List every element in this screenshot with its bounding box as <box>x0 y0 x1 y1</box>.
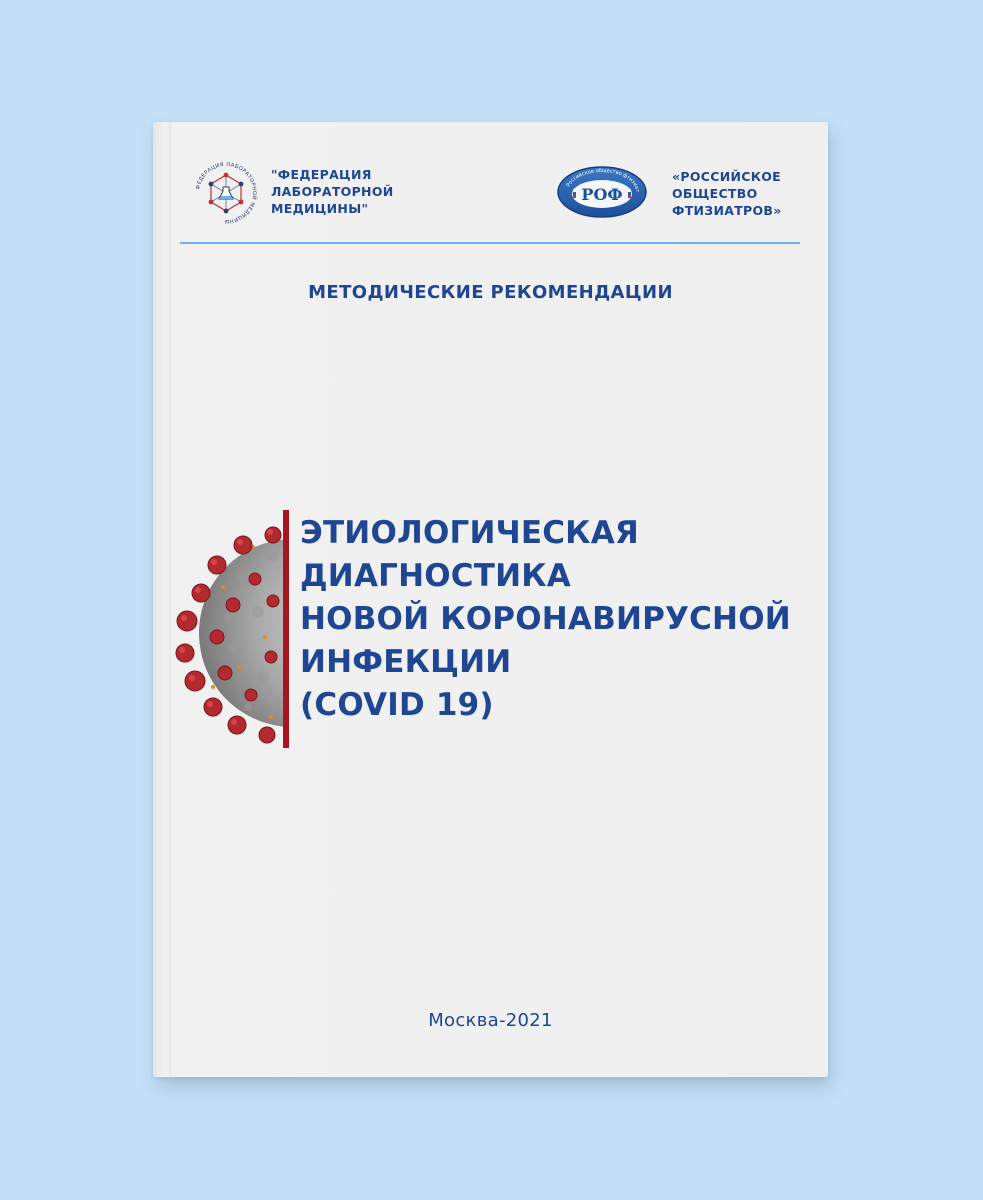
svg-text:РОФ: РОФ <box>581 185 623 204</box>
place-and-year: Москва-2021 <box>428 1010 553 1031</box>
rof-name-line: ФТИЗИАТРОВ» <box>672 203 782 218</box>
accent-bar <box>283 510 289 748</box>
title-line: ИНФЕКЦИИ <box>300 644 512 680</box>
title-line: НОВОЙ КОРОНАВИРУСНОЙ <box>300 601 791 637</box>
document-type: МЕТОДИЧЕСКИЕ РЕКОМЕНДАЦИИ <box>308 282 673 303</box>
document-title <box>300 512 791 727</box>
rof-name-line: ОБЩЕСТВО <box>672 186 758 201</box>
svg-text:Российское общество фтизиатров: Российское общество фтизиат <box>565 167 641 193</box>
header-divider <box>180 242 800 244</box>
federation-name-line: "ФЕДЕРАЦИЯ <box>271 167 372 182</box>
federation-name-line: ЛАБОРАТОРНОЙ <box>271 184 394 199</box>
rof-name-line: «РОССИЙСКОЕ <box>672 169 781 184</box>
federation-name-line: МЕДИЦИНЫ" <box>271 201 369 216</box>
rof-name <box>672 168 782 219</box>
rof-logo <box>556 165 648 219</box>
svg-text:ФЕДЕРАЦИЯ ЛАБОРАТОРНОЙ МЕДИЦИН: ФЕДЕРАЦИЯ ЛАБОРАТОРНОЙ МЕДИЦИНЫ <box>195 161 258 225</box>
spine-shadow <box>169 122 171 1077</box>
coronavirus-illustration <box>173 517 285 749</box>
title-line: ДИАГНОСТИКА <box>300 558 571 594</box>
book-cover <box>153 122 828 1077</box>
federation-lab-medicine-logo <box>193 160 259 226</box>
title-line: (COVID 19) <box>300 687 494 723</box>
federation-name <box>271 166 394 217</box>
title-line: ЭТИОЛОГИЧЕСКАЯ <box>300 515 639 551</box>
